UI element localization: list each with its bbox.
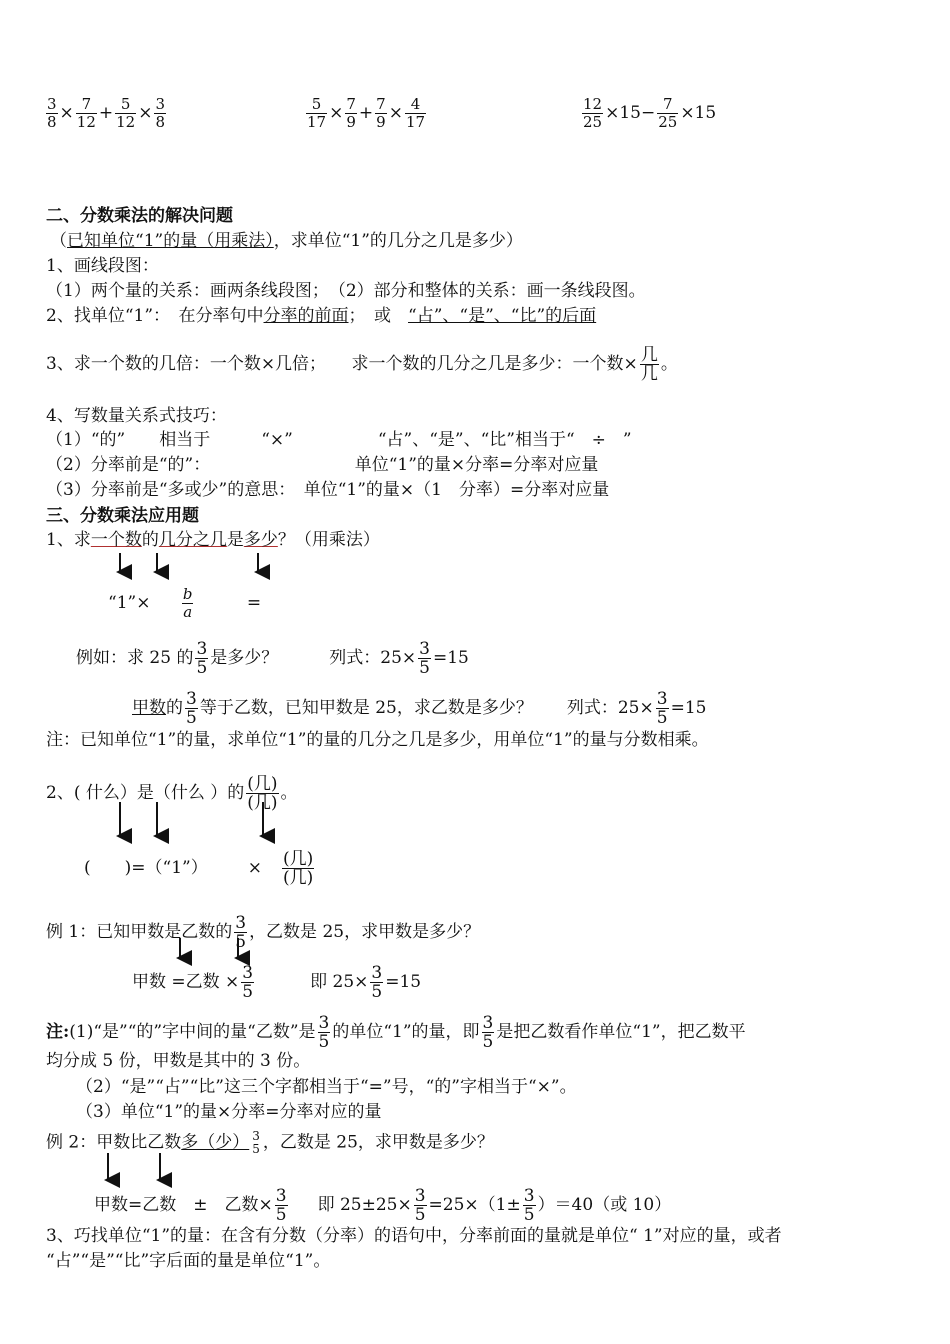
point-4-b: （2）分率前是“的”： 单位“1”的量×分率=分率对应量 [46, 455, 599, 475]
fraction: $\frac{b}{a}$ [182, 585, 193, 621]
point-4-a: （1）“的” 相当于 “×” “占”、“是”、“比”相当于“ ÷ ” [46, 430, 632, 450]
exercise-1: $\frac{3}{8}$ × $\frac{7}{12}$ + $\frac{5}{12}$ × $\frac{3}{8}$ [47, 95, 166, 131]
point-3: 3、求一个数的几倍：一个数×几倍； 求一个数的几分之几是多少：一个数× 几 几 。 [46, 345, 678, 384]
example-3-formula: 甲数=乙数 ± 乙数× $\frac{3}{5}$ 即 25±25× $\frac{3}{5}$ =25×（1± $\frac{3}{5}$ ）＝40（或 10） [94, 1186, 672, 1225]
fraction: $\frac{7}{9}$ [346, 95, 356, 131]
fraction: $\frac{3}{5}$ [242, 963, 254, 1002]
fraction: $\frac{3}{5}$ [482, 1013, 494, 1052]
point-1-detail: （1）两个量的关系：画两条线段图； （2）部分和整体的关系：画一条线段图。 [46, 281, 646, 301]
fraction: $\frac{3}{5}$ [318, 1013, 330, 1052]
fraction: $\frac{3}{5}$ [414, 1186, 426, 1225]
fraction: 几 几 [640, 345, 658, 384]
exercise-3: $\frac{12}{25}$ ×15− $\frac{7}{25}$ ×15 [583, 95, 717, 131]
question-3: 3、巧找单位“1”的量：在含有分数（分率）的语句中，分率前面的量就是单位“ 1”对应的量，或者 [46, 1226, 782, 1246]
formula-2: ( )=（“1”） × (几) (几) [84, 849, 314, 888]
fraction: $\frac{5}{12}$ [116, 95, 136, 131]
fraction: $\frac{7}{25}$ [658, 95, 678, 131]
fraction: $\frac{3}{5}$ [275, 1186, 287, 1225]
fraction: $\frac{3}{5}$ [235, 913, 247, 952]
example-1b: 甲数的 $\frac{3}{5}$ 等于乙数，已知甲数是 25，求乙数是多少？ 列式：25× $\frac{3}{5}$ =15 [132, 689, 707, 728]
example-2-formula: 甲数 =乙数 × $\frac{3}{5}$ 即 25× $\frac{3}{5}$ =15 [132, 963, 422, 1002]
fraction: $\frac{3}{5}$ [186, 689, 197, 728]
fraction: $\frac{4}{17}$ [405, 95, 426, 131]
example-3: 例 2：甲数比乙数多（少） 3 5 ，乙数是 25，求甲数是多少？ [46, 1129, 494, 1156]
fraction: $\frac{3}{5}$ [196, 639, 208, 678]
fraction: $\frac{3}{5}$ [523, 1186, 535, 1225]
fraction: $\frac{7}{12}$ [76, 95, 96, 131]
fraction: $\frac{3}{5}$ [656, 689, 668, 728]
section-2-title: 二、分数乘法的解决问题 [46, 206, 233, 226]
point-2: 2、找单位“1”： 在分率句中分率的前面； 或 “占”、“是”、“比”的后面 [46, 306, 597, 326]
note-2-c: （3）单位“1”的量×分率=分率对应的量 [76, 1102, 382, 1122]
example-2: 例 1：已知甲数是乙数的 $\frac{3}{5}$ ，乙数是 25，求甲数是多少？ [46, 913, 481, 952]
fraction: (几) (几) [247, 774, 278, 813]
note-2-cont: 均分成 5 份，甲数是其中的 3 份。 [46, 1051, 311, 1071]
note-1: 注：已知单位“1”的量，求单位“1”的量的几分之几是多少，用单位“1”的量与分数相乘。 [46, 730, 709, 750]
fraction: $\frac{3}{5}$ [371, 963, 383, 1002]
fraction: $\frac{7}{9}$ [376, 95, 386, 131]
fraction: $\frac{5}{17}$ [307, 95, 327, 131]
fraction: $\frac{3}{8}$ [47, 95, 57, 131]
question-2: 2、( 什么）是（什么 ）的 (几) (几) 。 [46, 774, 298, 813]
fraction: $\frac{3}{8}$ [155, 95, 166, 131]
question-1: 1、求一个数的几分之几是多少？（用乘法） [46, 530, 380, 550]
example-1a: 例如：求 25 的 $\frac{3}{5}$ 是多少？ 列式：25× $\frac{3}{5}$ =15 [76, 639, 469, 678]
fraction: (几) (几) [282, 849, 314, 888]
exercise-2: $\frac{5}{17}$ × $\frac{7}{9}$ + $\frac{7}{9}$ × $\frac{4}{17}$ [307, 95, 426, 131]
point-1: 1、画线段图： [46, 256, 159, 276]
fraction: $\frac{3}{5}$ [419, 639, 430, 678]
section-2-intro: （已知单位“1”的量（用乘法），求单位“1”的几分之几是多少） [50, 231, 523, 251]
formula-1: “1”× $\frac{b}{a}$ = [108, 585, 262, 621]
fraction: 3 5 [252, 1129, 260, 1156]
fraction: $\frac{12}{25}$ [583, 95, 603, 131]
point-4: 4、写数量关系式技巧： [46, 406, 227, 426]
point-4-c: （3）分率前是“多或少”的意思： 单位“1”的量×（1 分率）=分率对应量 [46, 480, 610, 500]
note-2-b: （2）“是”“占”“比”这三个字都相当于“=”号，“的”字相当于“×”。 [76, 1077, 577, 1097]
question-3-cont: “占”“是”“比”字后面的量是单位“1”。 [46, 1251, 331, 1271]
note-2: 注:(1)“是”“的”字中间的量“乙数”是 $\frac{3}{5}$ 的单位“1”的量，即 $\frac{3}{5}$ 是把乙数看作单位“1”，把乙数平 [46, 1013, 746, 1052]
section-3-title: 三、分数乘法应用题 [46, 506, 199, 526]
